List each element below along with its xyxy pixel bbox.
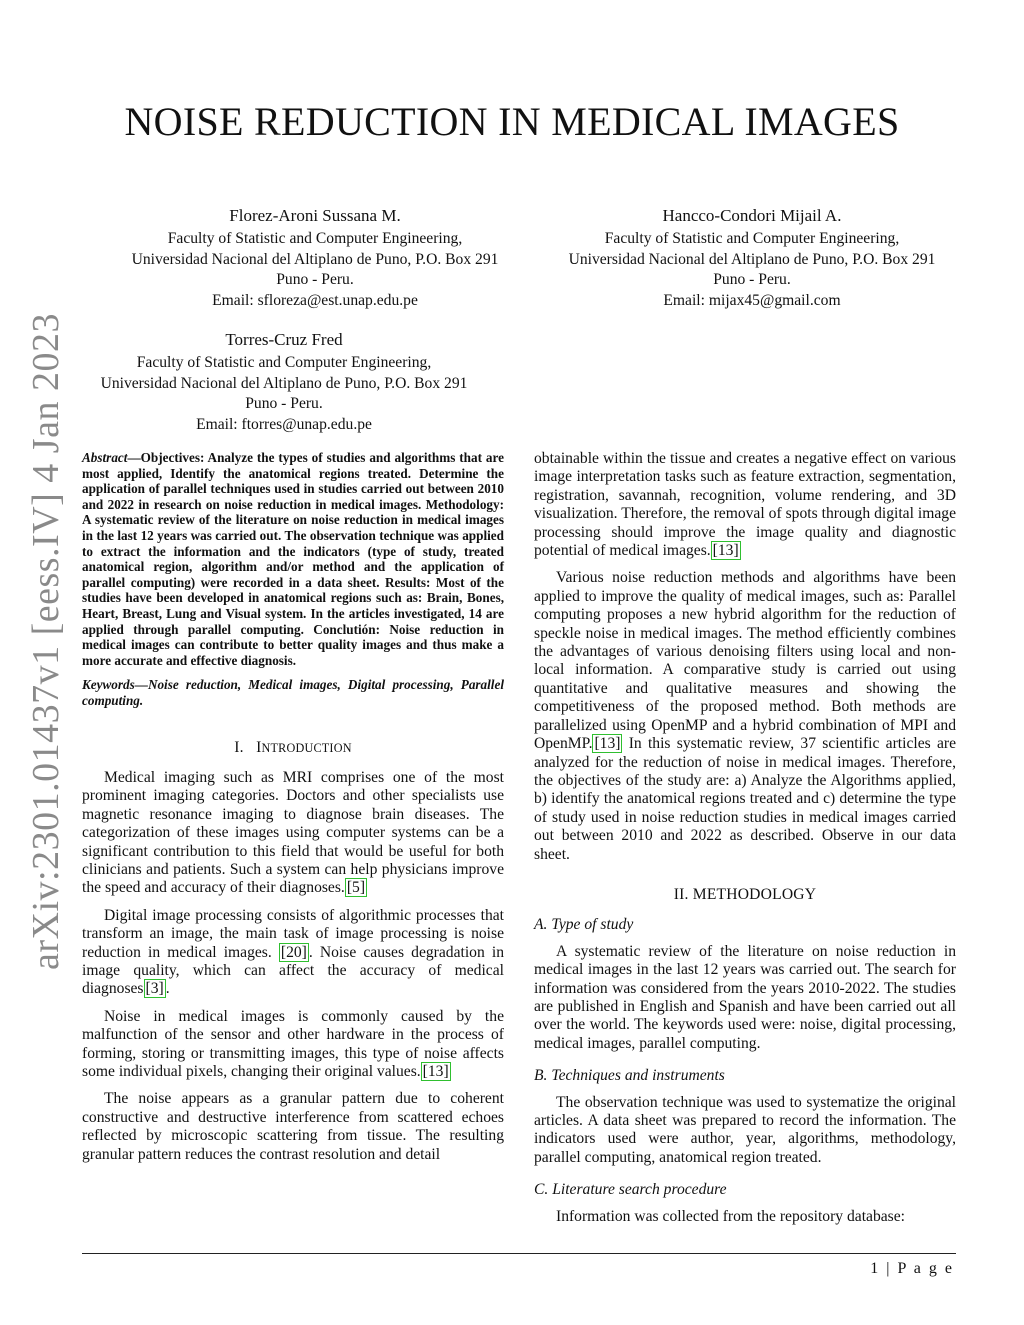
left-column	[82, 450, 504, 1173]
page-number: 1 | P a g e	[870, 1260, 954, 1277]
author-name: Hancco-Condori Mijail A.	[662, 206, 842, 225]
citation-link[interactable]: [13]	[594, 735, 621, 753]
author-dept: Faculty of Statistic and Computer Engineering,	[604, 230, 900, 247]
citation-link[interactable]: [3]	[145, 980, 164, 998]
author-block-2	[532, 204, 972, 311]
section-title-initial: I	[256, 738, 262, 756]
subsection-heading-techniques: B. Techniques and instruments	[534, 1067, 725, 1085]
paper-title: NOISE REDUCTION IN MEDICAL IMAGES	[124, 99, 900, 144]
subsection-heading-literature-search: C. Literature search procedure	[534, 1181, 727, 1199]
author-dept: Faculty of Statistic and Computer Engineering,	[167, 230, 463, 247]
body-paragraph: obtainable within the tissue and creates a negative effect on various image interpretation tasks such as feature extraction, segmentation, registration, savannah, recognition, volume rendering, and 3D visualization. Therefore, the removal of spots through digital image processing should improve the image quality and diagnostic potential of medical images. [13]	[534, 450, 956, 560]
body-paragraph: Information was collected from the repository database:	[556, 1207, 906, 1225]
author-email: Email: ftorres@unap.edu.pe	[196, 415, 372, 433]
citation-link[interactable]: [13]	[712, 542, 739, 560]
author-univ: Universidad Nacional del Altiplano de Puno, P.O. Box 291	[100, 374, 468, 392]
section-title-rest: NTRODUCTION	[261, 740, 352, 755]
author-univ: Universidad Nacional del Altiplano de Puno, P.O. Box 291	[568, 250, 936, 268]
right-column	[534, 450, 956, 1235]
section-heading-introduction	[82, 739, 504, 757]
intro-paragraph-4: The noise appears as a granular pattern due to coherent constructive and destructive interference from scattered echoes reflected by microscopic scattering from tissue. The resulting granular pattern reduces the contrast resolution and detail	[82, 1090, 504, 1163]
body-paragraph: The observation technique was used to systematize the original articles. A data sheet was prepared to record the information. The indicators used were author, year, algorithms, methodology, parallel computing, anatomical region treated.	[534, 1093, 956, 1166]
abstract-text: —Objectives: Analyze the types of studies and algorithms that are most applied, Identify the anatomical regions treated. Determine the application of parallel techniques used in studies carried out between 2010 and 2022 in research on noise reduction in medical images. Methodology: A systematic review of the literature on noise reduction in medical images in the last 12 years was carried out. The observation technique was applied to extract the information and the indicators (type of study, treated anatomical region, algorithm and/or method and the application of parallel computing) were recorded in a data sheet. Results: Most of the studies have been developed in anatomical regions such as: Brain, Bones, Heart, Breast, Lung and Visual system. In the articles investigated, 14 are applied through parallel computing. Conclutión: Noise reduction in medical images can contribute to better quality images and thus make a more accurate and effective diagnosis.	[82, 450, 504, 668]
section-heading-methodology: II. METHODOLOGY	[673, 885, 817, 903]
author-city: Puno - Peru.	[713, 271, 791, 288]
author-email: Email: sfloreza@est.unap.edu.pe	[212, 291, 418, 309]
keywords: Keywords—Noise reduction, Medical images, Digital processing, Parallel computing.	[82, 677, 504, 708]
citation-link[interactable]: [5]	[346, 879, 366, 897]
author-block-1	[95, 204, 535, 311]
footer-rule	[82, 1253, 956, 1254]
author-city: Puno - Peru.	[245, 395, 323, 412]
citation-link[interactable]: [20]	[280, 943, 307, 961]
abstract	[82, 450, 504, 668]
body-paragraph: A systematic review of the literature on noise reduction in medical images in the last 12 years was carried out. The search for information was considered from the years 2010-2022. The studies are published in English and Spanish and have been carried out all over the world. The keywords used were: noise, digital processing, medical images, parallel computing.	[534, 942, 956, 1052]
intro-paragraph-2: Digital image processing consists of algorithmic processes that transform an image, the main task of image processing is noise reduction in medical images. [20] . Noise causes degradation in image quality, which can affect the accuracy of medical diagnoses [3] .	[82, 906, 504, 998]
author-dept: Faculty of Statistic and Computer Engineering,	[136, 354, 432, 371]
section-number: I.	[234, 738, 244, 756]
author-block-3	[64, 328, 504, 435]
body-paragraph: Various noise reduction methods and algorithms have been applied to improve the quality of medical images, such as: Parallel computing proposes a new hybrid algorithm for the reduction of speckle noise in medical images. The method efficiently combines the advantages of various denoising filters using local and non-local information. A comparative study is carried out using quantitative and qualitative measures and showing the competitiveness of the proposed method. Both methods are parallelized using OpenMP and a hybrid combination of MPI and OpenMP. [13] In this systematic review, 37 scientific articles are analyzed for the reduction of noise in medical images. Therefore, the objectives of the study are: a) Analyze the Algorithms applied, b) identify the anatomical regions treated and c) determine the type of study used in noise reduction studies in medical images carried out between 2010 and 2022 as described. Observe in our data sheet.	[534, 569, 956, 863]
intro-paragraph-1: Medical imaging such as MRI comprises one of the most prominent imaging categories. Doctors and other specialists use magnetic resonance imaging to diagnose brain diseases. The categorization of these images using computer systems can be a significant contribution to this field that would be useful for both clinicians and patients. Such a system can help physicians improve the speed and accuracy of their diagnoses. [5]	[82, 768, 504, 897]
subsection-heading-type-of-study: A. Type of study	[534, 916, 634, 934]
author-city: Puno - Peru.	[276, 271, 354, 288]
abstract-label: Abstract	[82, 450, 128, 465]
author-name: Torres-Cruz Fred	[225, 330, 343, 349]
intro-paragraph-3: Noise in medical images is commonly caused by the malfunction of the sensor and other hardware in the process of forming, storing or transmitting images, this type of noise affects some individual pixels, changing their original values. [13]	[82, 1007, 504, 1080]
author-name: Florez-Aroni Sussana M.	[229, 206, 401, 225]
citation-link[interactable]: [13]	[422, 1063, 449, 1080]
arxiv-stamp: arXiv:2301.01437v1 [eess.IV] 4 Jan 2023	[25, 313, 67, 970]
author-email: Email: mijax45@gmail.com	[663, 291, 841, 309]
author-univ: Universidad Nacional del Altiplano de Puno, P.O. Box 291	[131, 250, 499, 268]
